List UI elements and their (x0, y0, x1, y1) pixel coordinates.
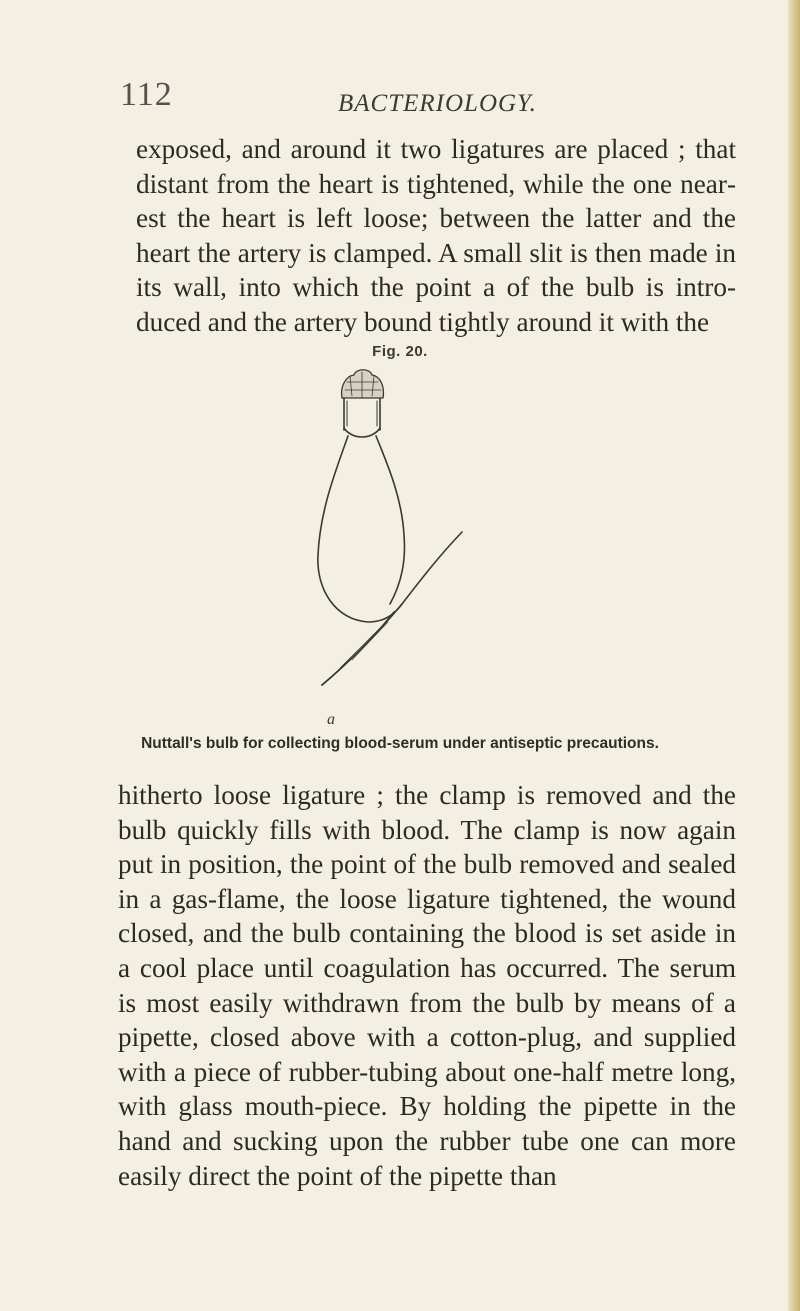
figure-label: Fig. 20. (372, 343, 428, 360)
bulb-drawing (290, 360, 490, 720)
page-edge (788, 0, 800, 1311)
paragraph-top: exposed, and around it two ligatures are placed ; that distant from the heart is tightened, while the one nearest the heart is left loose; between the latter and the heart the artery is clamped. A small slit is then made in its wall, into which the point a of the bulb is introduced and the artery bound tightly around it with the (136, 134, 736, 337)
page-header (0, 76, 800, 120)
figure-caption: Nuttall's bulb for collecting blood-serum under antiseptic precautions. (141, 735, 659, 752)
running-head: BACTERIOLOGY. (338, 90, 537, 117)
paragraph-bottom: hitherto loose ligature ; the clamp is removed and the bulb quickly fills with blood. The clamp is now again put in position, the point of the bulb removed and sealed in a gas-flame, the loose ligature tightened, the wound closed, and the bulb containing the blood is set aside in a cool place until coagulation has occurred. The serum is most easily withdrawn from the bulb by means of a pipette, closed above with a cotton-plug, and supplied with a piece of rubber-tubing about one-half metre long, with glass mouth-piece. By holding the pipette in the hand and sucking upon the rubber tube one can more easily direct the point of the pipette than (118, 780, 736, 1191)
point-a-label: a (327, 711, 335, 728)
nuttall-bulb-illustration (290, 360, 490, 720)
page-number: 112 (120, 76, 173, 113)
